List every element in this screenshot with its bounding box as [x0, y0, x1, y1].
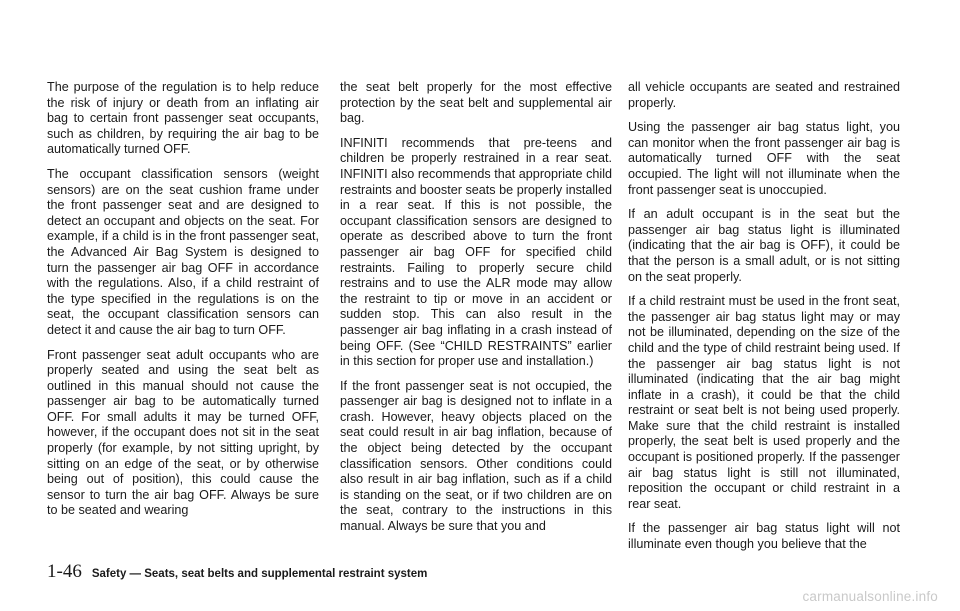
paragraph: Front passenger seat adult occupants who are properly seated and using the seat belt as outlined in this manual should not cause the passenger air bag to be automatically turned OFF. For small adults it may be turned OFF, however, if the occupant does not sit in the seat properly (for example, by not sitting upright, by sitting on an edge of the seat, or by otherwise being out of position), this could cause the sensor to turn the air bag OFF. Always be sure to be seated and wearing [47, 347, 319, 518]
paragraph: The purpose of the regulation is to help reduce the risk of injury or death from an inflating air bag to certain front passenger seat occupants, such as children, by requiring the air bag to be automatically turned OFF. [47, 80, 319, 157]
paragraph: all vehicle occupants are seated and restrained properly. [628, 80, 900, 110]
paragraph: If an adult occupant is in the seat but the passenger air bag status light is illuminated (indicating that the air bag is OFF), it could be that the person is a small adult, or is not sitting on the seat properly. [628, 207, 900, 284]
section-title: Safety — Seats, seat belts and supplemental restraint system [91, 568, 428, 580]
watermark: carmanualsonline.info [802, 589, 938, 604]
paragraph: the seat belt properly for the most effective protection by the seat belt and supplemental air bag. [340, 80, 612, 126]
paragraph: If the passenger air bag status light will not illuminate even though you believe that the [628, 521, 900, 552]
paragraph: If a child restraint must be used in the front seat, the passenger air bag status light may or may not be illuminated, depending on the size of the child and the type of child restraint being used. If the passenger air bag status light is not illuminated (indicating that the air bag might inflate in a crash), it could be that the child restraint or seat belt is not being used properly. Make sure that the child restraint is installed properly, the seat belt is used properly and the occupant is positioned properly. If the passenger air bag status light is still not illuminated, reposition the occupant or child restraint in a rear seat. [628, 294, 900, 511]
paragraph: Using the passenger air bag status light, you can monitor when the front passenger air bag is automatically turned OFF with the seat occupied. The light will not illuminate when the front passenger seat is unoccupied. [628, 120, 900, 197]
paragraph: If the front passenger seat is not occupied, the passenger air bag is designed not to inflate in a crash. However, heavy objects placed on the seat could result in air bag inflation, because of the object being detected by the occupant classification sensors. Other conditions could also result in air bag inflation, such as if a child is standing on the seat, or if two children are on the seat, contrary to the instructions in this manual. Always be sure that you and [340, 378, 612, 534]
page-number: 1-46 [47, 561, 82, 582]
paragraph: INFINITI recommends that pre-teens and children be properly restrained in a rear seat. INFINITI also recommends that appropriate child restraints and booster seats be properly installed in a rear seat. If this is not possible, the occupant classification sensors are designed to operate as described above to turn the front passenger air bag OFF for specified child restraints. Failing to properly secure child restrains and to use the ALR mode may allow the restraint to tip or move in an accident or sudden stop. This can also result in the passenger air bag inflating in a crash instead of being OFF. (See “CHILD RESTRAINTS” earlier in this section for proper use and installation.) [340, 135, 612, 369]
text-column-2 [340, 80, 612, 544]
text-column-3 [628, 80, 900, 562]
paragraph: The occupant classification sensors (weight sensors) are on the seat cushion frame under the front passenger seat and are designed to detect an occupant and objects on the seat. For example, if a child is in the front passenger seat, the Advanced Air Bag System is designed to turn the passenger air bag OFF in accordance with the regulations. Also, if a child restraint of the type specified in the regulations is on the seat, the occupant classification sensors can detect it and cause the air bag to turn OFF. [47, 166, 319, 337]
text-column-1 [47, 80, 319, 528]
page-footer [47, 561, 427, 583]
